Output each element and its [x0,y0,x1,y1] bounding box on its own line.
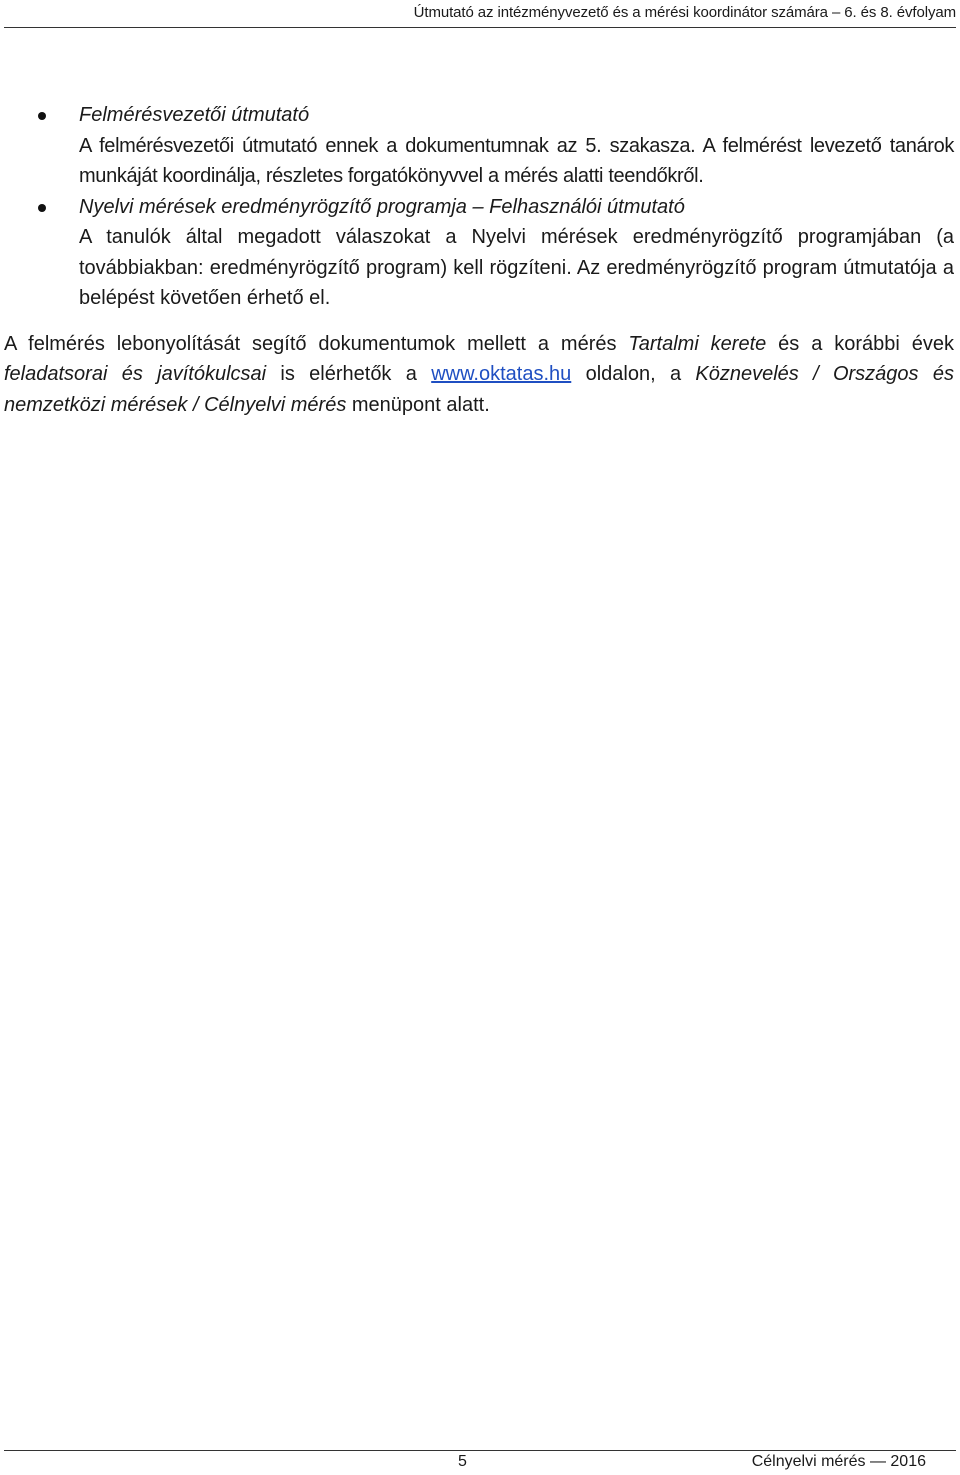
footer-title: Célnyelvi mérés — 2016 [751,1453,926,1470]
list-item-title: Felmérésvezetői útmutató [79,104,310,126]
list-item-body: A tanulók által megadott válaszokat a Nyelvi mérések eredményrögzítő programjában (a továbbiakban: eredményrögzítő program) kell rögzíteni. Az eredményrögzítő program útmutatója a belépést követően érhető el. [79,226,954,309]
menu-path: Köznevelés / Országos és nemzetközi mérések / Célnyelvi mérés [4,363,954,416]
body-paragraph [4,329,954,421]
paragraph-emphasis: Tartalmi kerete [628,332,767,355]
list-item [4,100,954,192]
list-item [4,192,954,314]
list-item-title: Nyelvi mérések eredményrögzítő programja – Felhasználói útmutató [79,195,685,218]
header-divider [4,27,956,28]
paragraph-text: menüpont alatt. [346,393,490,416]
running-header: Útmutató az intézményvezető és a mérési koordinátor számára – 6. és 8. évfolyam [413,4,956,21]
footer-divider [4,1450,956,1451]
document-list [4,100,954,314]
page-content [4,100,954,420]
paragraph-text: és a korábbi évek [766,332,954,355]
oktatas-link[interactable]: www.oktatas.hu [431,363,572,385]
list-item-body: A felmérésvezetői útmutató ennek a dokumentumnak az 5. szakasza. A felmérést levezető tanárok munkáját koordinálja, részletes forgatókönyvvel a mérés alatti teendőkről. [79,134,954,187]
paragraph-text: oldalon, a [571,363,696,385]
paragraph-text: A felmérés lebonyolítását segítő dokumentumok mellett a mérés [4,332,629,355]
page-number: 5 [458,1453,467,1470]
paragraph-text: is elérhetők a [266,363,432,385]
paragraph-emphasis: feladatsorai és javítókulcsai [4,363,267,385]
bullet-icon [38,112,46,120]
bullet-icon [38,204,46,212]
